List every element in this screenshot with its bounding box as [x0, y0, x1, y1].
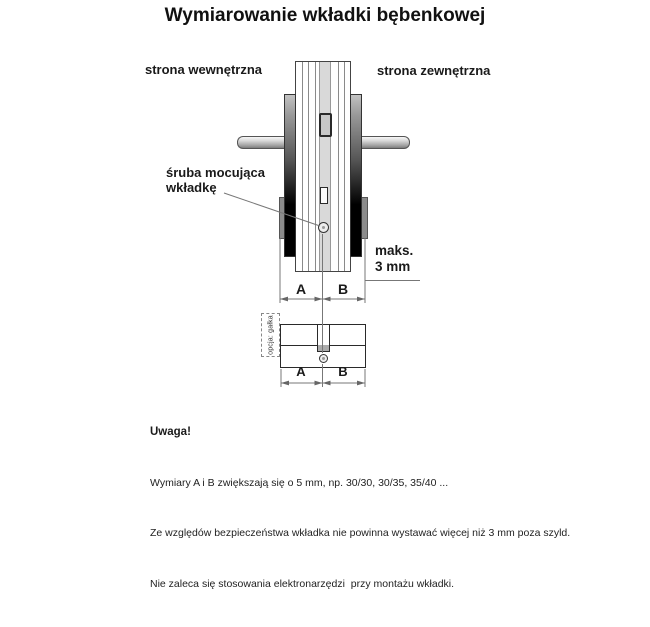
note-line: Nie zaleca się stosowania elektronarzędzi przy montażu wkładki. — [150, 577, 455, 590]
fixing-screw-label — [166, 166, 265, 195]
cylinder-screw-hole — [319, 354, 328, 363]
door-layer-line — [308, 62, 309, 271]
max-protrusion-line2: 3 mm — [375, 259, 411, 274]
max-protrusion-label — [375, 243, 413, 275]
cylinder-channel — [319, 62, 331, 271]
arrowhead — [315, 297, 323, 302]
arrowhead — [323, 381, 331, 386]
screw-center-dot — [322, 357, 325, 360]
keyway-slot-upper — [319, 113, 332, 137]
arrowhead — [357, 297, 365, 302]
dimension-b-label-main: B — [337, 281, 349, 297]
dimension-b-label-small: B — [338, 364, 348, 379]
cylinder-divider-line — [330, 345, 365, 346]
fixing-screw-label-line2: wkładkę — [166, 179, 217, 195]
fixing-screw-circle — [318, 222, 329, 233]
knob-option-label: opcja: gałka — [267, 315, 274, 355]
note-line: Ze względów bezpieczeństwa wkładka nie powinna wystawać więcej niż 3 mm poza szyld. — [150, 527, 571, 540]
arrowhead — [280, 297, 288, 302]
door-layer-line — [315, 62, 316, 271]
page-title: Wymiarowanie wkładki bębenkowej — [164, 5, 486, 26]
note-line: Wymiary A i B zwiększają się o 5 mm, np. 30/30, 30/35, 35/40 ... — [150, 477, 449, 489]
arrowhead — [323, 297, 331, 302]
notes-block — [150, 390, 570, 627]
dimension-a-label-main: A — [295, 281, 307, 297]
escutcheon-left — [284, 94, 296, 257]
arrowhead — [315, 381, 323, 386]
screw-center-dot — [322, 226, 325, 229]
notes-heading: Uwaga! — [150, 426, 191, 438]
max-protrusion-line1: maks. — [375, 243, 414, 258]
cam — [318, 345, 329, 351]
arrowhead — [357, 381, 365, 386]
cylinder-end-right — [361, 197, 368, 239]
dimension-a-label-small: A — [296, 364, 306, 379]
door-layer-line — [344, 62, 345, 271]
cylinder-divider-line — [281, 345, 317, 346]
outer-side-label: strona zewnętrzna — [377, 63, 491, 78]
arrowhead — [281, 381, 289, 386]
inner-side-label: strona wewnętrzna — [145, 62, 263, 77]
knob-option-box — [261, 313, 280, 357]
spindle-bar-left — [237, 136, 285, 149]
screw-slot — [320, 187, 328, 204]
fixing-screw-label-line1: śruba mocująca — [166, 165, 265, 180]
escutcheon-right — [350, 94, 362, 257]
door-layer-line — [302, 62, 303, 271]
spindle-bar-right — [361, 136, 410, 149]
door-cross-section — [295, 61, 351, 272]
door-layer-line — [338, 62, 339, 271]
